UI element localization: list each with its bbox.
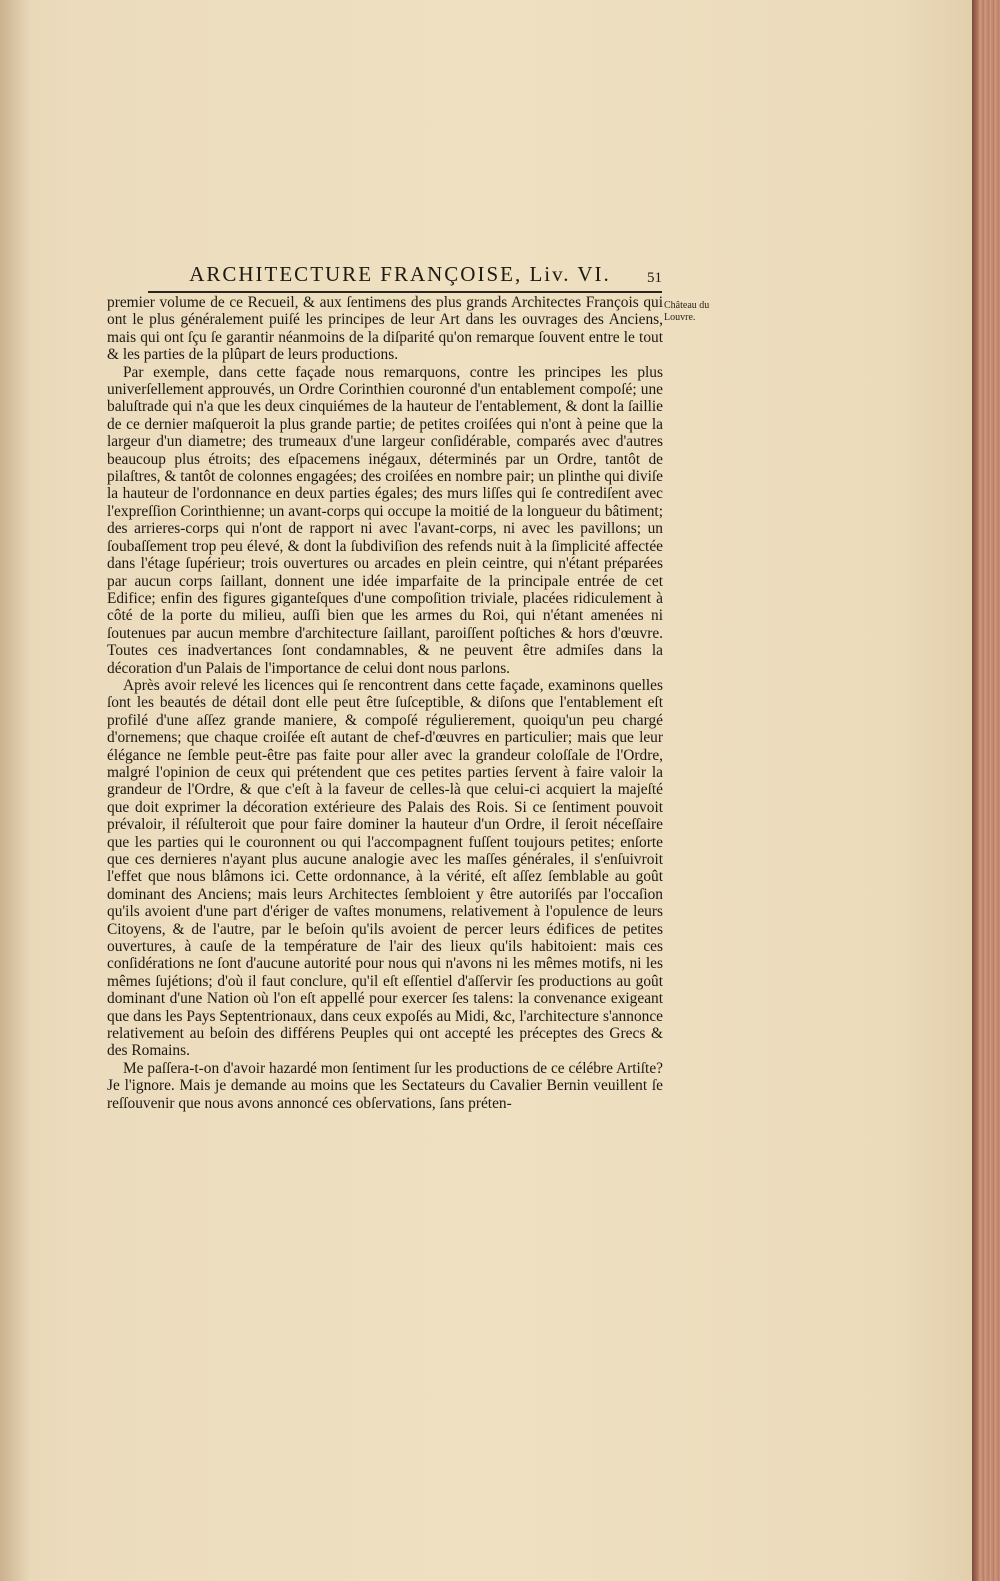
gutter-shadow [0, 0, 30, 1581]
page-number: 51 [647, 270, 662, 286]
margin-note: Château du Louvre. [664, 300, 710, 323]
body-text [107, 294, 663, 1112]
fore-edge-shadow [972, 0, 978, 1581]
paragraph-2: Par exemple, dans cette façade nous remarquons, contre les principes les plus univerſellement approuvés, un Ordre Corinthien couronné d'un entablement compoſé; une baluſtrade qui n'a que les deux cinquiémes de la hauteur de l'entablement, & dont la ſaillie de ce dernier maſqueroit la plus grande partie; de petites croiſées qui n'ont à peine que la largeur d'un diametre; des trumeaux d'une largeur conſidérable, comparés avec d'autres beaucoup plus étroits; des eſpacemens inégaux, déterminés par un Ordre, tantôt de pilaſtres, & tantôt de colonnes engagées; des croiſées en nombre pair; un plinthe qui diviſe la hauteur de l'ordonnance en deux parties égales; des murs liſſes qui ſe contrediſent avec l'expreſſion Corinthienne; un avant-corps qui occupe la moitié de la longueur du bâtiment; des arrieres-corps qui n'ont de rapport ni avec l'avant-corps, ni avec les pavillons; un ſoubaſſement trop peu élevé, & dont la ſubdiviſion des refends nuit à la ſimplicité affectée dans l'étage ſupérieur; trois ouvertures ou arcades en plein ceintre, qui n'étant préparées par aucun corps ſaillant, donnent une idée imparfaite de la principale entrée de cet Edifice; enfin des figures giganteſques d'une compoſition triviale, placées ridiculement à côté de la porte du milieu, auſſi bien que les armes du Roi, qui n'étant amenées ni ſoutenues par aucun membre d'architecture ſaillant, paroiſſent poſtiches & hors d'œuvre. Toutes ces inadvertances ſont condamnables, & ne peuvent être admiſes dans la décoration d'un Palais de l'importance de celui dont nous parlons. [107, 363, 663, 677]
page-fore-edge [972, 0, 1000, 1581]
paragraph-4: Me paſſera-t-on d'avoir hazardé mon ſentiment ſur les productions de ce célébre Artiſte? Je l'ignore. Mais je demande au moins que les Sectateurs du Cavalier Bernin veuillent ſe reſſouvenir que nous avons annoncé ces obſervations, ſans préten- [107, 1059, 663, 1112]
paragraph-3: Après avoir relevé les licences qui ſe rencontrent dans cette façade, examinons quelles ſont les beautés de détail dont elle peut être ſuſceptible, & diſons que l'entablement eſt profilé d'une aſſez grande maniere, & compoſé régulierement, quoiqu'un peu chargé d'ornemens; que chaque croiſée eſt autant de chef-d'œuvres en particulier; mais que leur élégance ne ſemble peut-être pas faite pour aller avec la grandeur coloſſale de l'Ordre, malgré l'opinion de ceux qui prétendent que ces petites parties ſervent à faire valoir la grandeur de l'Ordre, & que c'eſt à la faveur de celles-là que celui-ci acquiert la majeſté que doit exprimer la décoration extérieure des Palais des Rois. Si ce ſentiment pouvoit prévaloir, il réſulteroit que pour faire dominer la hauteur d'un Ordre, il ſeroit néceſſaire que les parties qui le couronnent ou qui l'accompagnent fuſſent toujours petites; enſorte que ces dernieres n'ayant plus aucune analogie avec les maſſes générales, il s'enſuivroit l'effet que nous blâmons ici. Cette ordonnance, à la vérité, eſt aſſez ſemblable au goût dominant des Anciens; mais leurs Architectes ſembloient y être autoriſés par l'occaſion qu'ils avoient d'une part d'ériger de vaſtes monumens, relativement à l'opulence de leurs Citoyens, & de l'autre, par le beſoin qu'ils avoient de percer leurs édifices de petites ouvertures, à cauſe de la température de l'air des lieux qu'ils habitoient: mais ces conſidérations ne ſont d'aucune autorité pour nous qui n'avons ni les mêmes motifs, ni les mêmes ſujétions; d'où il faut conclure, qu'il eſt eſſentiel d'aſſervir ſes productions au goût dominant d'une Nation où l'on eſt appellé pour exercer ſes talens: la convenance exigeant que dans les Pays Septentrionaux, dans ceux expoſés au Midi, &c, l'architecture s'annonce relativement au beſoin des différens Peuples qui ont accepté les préceptes des Grecs & des Romains. [107, 676, 663, 1060]
header-rule [148, 291, 662, 293]
running-title: ARCHITECTURE FRANÇOISE, Liv. VI. [189, 262, 611, 286]
paragraph-1: premier volume de ce Recueil, & aux ſentimens des plus grands Architectes François qui ont le plus généralement puiſé les principes de leur Art dans les ouvrages des Anciens, mais qui ont ſçu ſe garantir néanmoins de la diſparité qu'on remarque ſouvent entre le tout & les parties de la plûpart de leurs productions. [107, 294, 663, 364]
